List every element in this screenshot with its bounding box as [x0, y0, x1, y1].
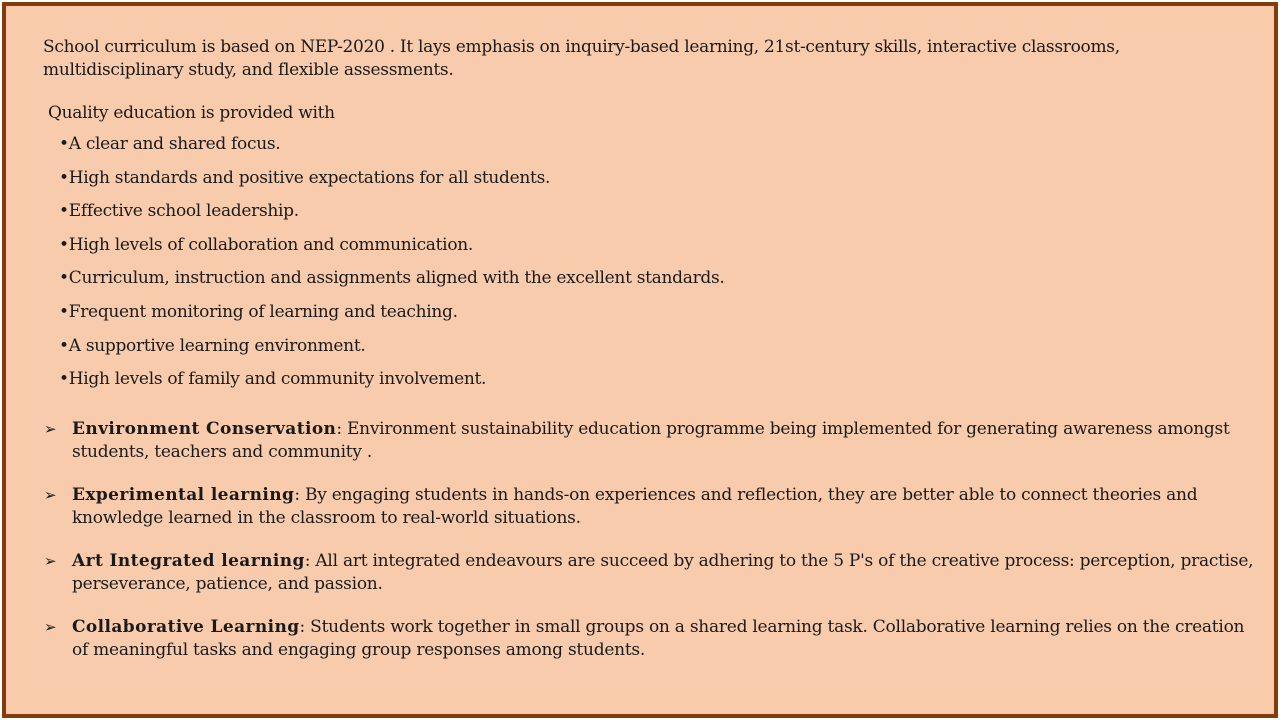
- feature-term: Environment Conservation: [72, 419, 337, 439]
- quality-list: [59, 133, 725, 402]
- bullet-icon: •: [59, 301, 69, 322]
- quality-item-text: A supportive learning environment.: [68, 335, 366, 356]
- arrow-bullet-icon: ➢: [44, 552, 57, 570]
- feature-term: Collaborative Learning: [72, 617, 300, 637]
- quality-list-item: [59, 234, 725, 268]
- feature-separator: :: [304, 551, 316, 571]
- bullet-icon: •: [59, 268, 69, 289]
- bullet-icon: •: [59, 234, 69, 255]
- bullet-icon: •: [59, 369, 69, 390]
- feature-item-environment-conservation: [44, 418, 1264, 464]
- feature-term: Experimental learning: [72, 485, 295, 505]
- feature-item-collaborative-learning: [44, 616, 1264, 662]
- quality-item-text: High standards and positive expectations for all students.: [68, 167, 551, 188]
- feature-separator: :: [336, 419, 347, 439]
- bullet-icon: •: [59, 134, 69, 154]
- slide-panel: [2, 2, 1278, 718]
- feature-item-experimental-learning: [44, 484, 1264, 530]
- arrow-bullet-icon: ➢: [44, 618, 57, 636]
- arrow-bullet-icon: ➢: [44, 420, 57, 438]
- quality-item-text: High levels of collaboration and communication.: [68, 234, 474, 255]
- bullet-icon: •: [59, 335, 69, 356]
- feature-list: [44, 418, 1264, 682]
- feature-item-art-integrated-learning: [44, 550, 1264, 596]
- feature-separator: :: [299, 617, 311, 637]
- quality-item-text: A clear and shared focus.: [68, 134, 281, 154]
- quality-list-item: [59, 200, 725, 234]
- intro-paragraph: School curriculum is based on NEP-2020 . It lays emphasis on inquiry-based learning, 21st-century skills, interactive classrooms, multidisciplinary study, and flexible assessments.: [43, 37, 1120, 80]
- feature-description: All art integrated endeavours are succeed by adhering to the 5 P's of the creative process: perception, practise, perseverance, patience, and passion.: [72, 551, 1254, 594]
- bullet-icon: •: [59, 201, 69, 222]
- quality-list-item: [59, 267, 725, 301]
- quality-list-item: [59, 335, 725, 369]
- quality-item-text: Effective school leadership.: [68, 201, 299, 222]
- feature-description: By engaging students in hands-on experiences and reflection, they are better able to connect theories and knowledge learned in the classroom to real-world situations.: [72, 485, 1198, 528]
- arrow-bullet-icon: ➢: [44, 486, 57, 504]
- quality-list-item: [59, 301, 725, 335]
- quality-list-item: [59, 368, 725, 402]
- quality-item-text: High levels of family and community involvement.: [68, 369, 487, 390]
- quality-item-text: Frequent monitoring of learning and teaching.: [68, 301, 458, 322]
- feature-description: Students work together in small groups on a shared learning task. Collaborative learning relies on the creation of meaningful tasks and engaging group responses among students.: [72, 617, 1245, 660]
- quality-list-item: [59, 133, 725, 167]
- feature-term: Art Integrated learning: [72, 551, 305, 571]
- feature-separator: :: [294, 485, 305, 505]
- quality-heading: Quality education is provided with: [48, 103, 335, 123]
- quality-item-text: Curriculum, instruction and assignments aligned with the excellent standards.: [68, 268, 725, 289]
- quality-list-item: [59, 167, 725, 201]
- bullet-icon: •: [59, 167, 69, 188]
- feature-description: Environment sustainability education programme being implemented for generating awareness amongst students, teachers and community .: [72, 419, 1230, 462]
